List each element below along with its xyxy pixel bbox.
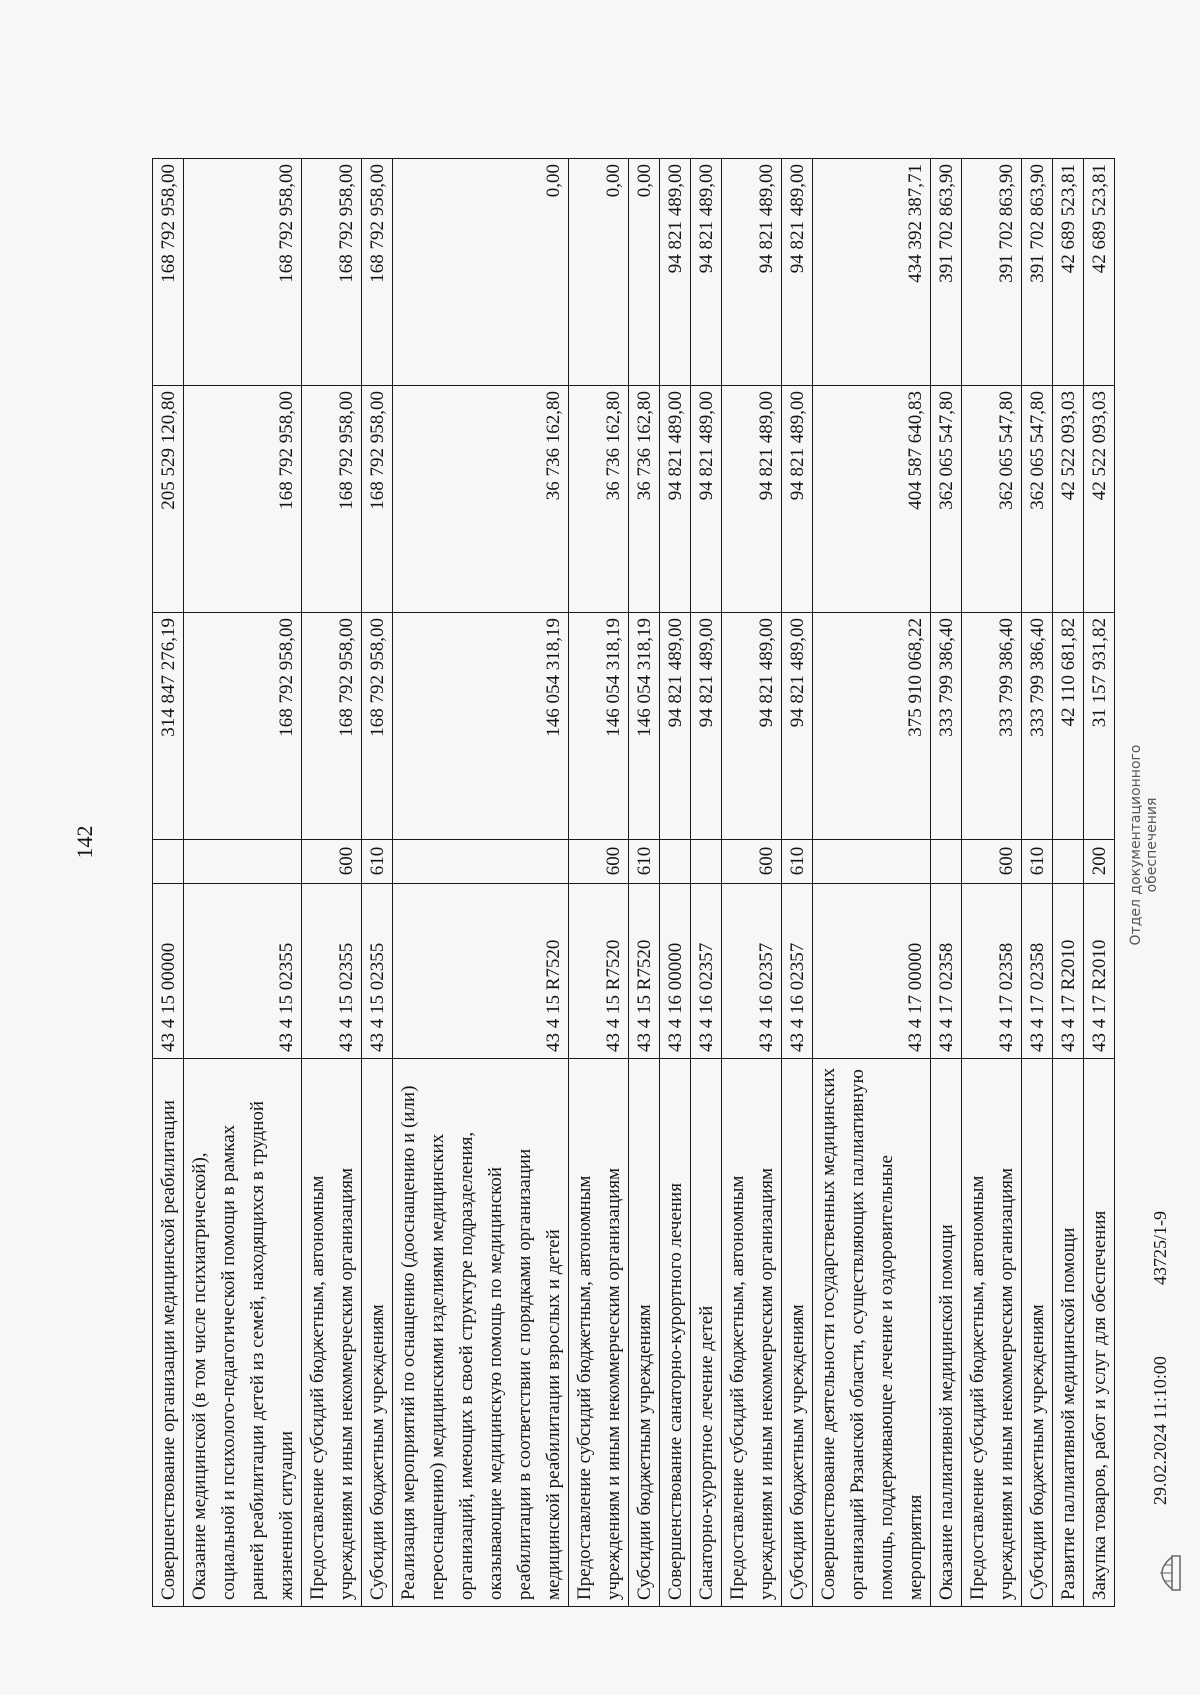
row-expense-type-cell: 200 [1084, 840, 1115, 884]
row-value-2024-cell: 31 157 931,82 [1084, 613, 1115, 840]
table-row [1084, 159, 1115, 1607]
row-value-2025-cell: 205 529 120,80 [153, 386, 184, 613]
table-row [782, 159, 813, 1607]
row-expense-type-cell [660, 840, 691, 884]
row-value-2024-cell: 168 792 958,00 [302, 613, 362, 840]
row-value-2025-cell: 94 821 489,00 [691, 386, 722, 613]
row-expense-type-cell [184, 840, 302, 884]
row-value-2026-cell: 42 689 523,81 [1053, 159, 1084, 386]
department-stamp [1128, 735, 1160, 955]
row-value-2024-cell: 146 054 318,19 [629, 613, 660, 840]
row-code-cell: 43 4 17 02358 [931, 884, 962, 1059]
row-name-cell: Закупка товаров, работ и услуг для обеспечения [1084, 1059, 1115, 1607]
table-row [813, 159, 931, 1607]
budget-table [152, 158, 1115, 1607]
row-name-cell: Совершенствование санаторно-курортного лечения [660, 1059, 691, 1607]
table-row [722, 159, 782, 1607]
row-value-2025-cell: 36 736 162,80 [569, 386, 629, 613]
row-value-2025-cell: 42 522 093,03 [1084, 386, 1115, 613]
row-expense-type-cell [393, 840, 569, 884]
row-code-cell: 43 4 17 00000 [813, 884, 931, 1059]
row-code-cell: 43 4 16 00000 [660, 884, 691, 1059]
page-number: 142 [72, 825, 97, 859]
row-value-2025-cell: 36 736 162,80 [393, 386, 569, 613]
row-value-2024-cell: 42 110 681,82 [1053, 613, 1084, 840]
row-value-2025-cell: 94 821 489,00 [660, 386, 691, 613]
row-expense-type-cell [153, 840, 184, 884]
row-expense-type-cell: 600 [962, 840, 1022, 884]
stamp-line-2: обеспечения [1144, 797, 1160, 893]
row-name-cell: Совершенствование деятельности государственных медицинских организаций Рязанской области, осуществляющих паллиативную помощь, поддерживающее лечение и оздоровительные мероприятия [813, 1059, 931, 1607]
row-value-2026-cell: 391 702 863,90 [1022, 159, 1053, 386]
table-row [691, 159, 722, 1607]
table-row [962, 159, 1022, 1607]
row-code-cell: 43 4 16 02357 [782, 884, 813, 1059]
row-value-2025-cell: 404 587 640,83 [813, 386, 931, 613]
row-name-cell: Санаторно-курортное лечение детей [691, 1059, 722, 1607]
row-value-2026-cell: 168 792 958,00 [184, 159, 302, 386]
row-name-cell: Предоставление субсидий бюджетным, автономным учреждениям и иным некоммерческим организациям [569, 1059, 629, 1607]
row-expense-type-cell [1053, 840, 1084, 884]
row-value-2026-cell: 0,00 [393, 159, 569, 386]
row-expense-type-cell [691, 840, 722, 884]
row-name-cell: Предоставление субсидий бюджетным, автономным учреждениям и иным некоммерческим организациям [722, 1059, 782, 1607]
row-code-cell: 43 4 15 02355 [184, 884, 302, 1059]
row-value-2024-cell: 333 799 386,40 [962, 613, 1022, 840]
row-name-cell: Субсидии бюджетным учреждениям [782, 1059, 813, 1607]
row-code-cell: 43 4 15 R7520 [569, 884, 629, 1059]
row-code-cell: 43 4 15 00000 [153, 884, 184, 1059]
row-value-2026-cell: 168 792 958,00 [362, 159, 393, 386]
row-name-cell: Реализация мероприятий по оснащению (дооснащению и (или) переоснащению) медицинскими изделиями медицинских организаций, имеющих в своей структуре подразделения, оказывающие медицинскую помощь по медицинской реабилитации в соответствии с порядками организации медицинской реабилитации взрослых и детей [393, 1059, 569, 1607]
row-value-2024-cell: 94 821 489,00 [660, 613, 691, 840]
row-expense-type-cell: 600 [302, 840, 362, 884]
row-name-cell: Предоставление субсидий бюджетным, автономным учреждениям и иным некоммерческим организациям [962, 1059, 1022, 1607]
row-value-2025-cell: 362 065 547,80 [1022, 386, 1053, 613]
row-value-2026-cell: 0,00 [629, 159, 660, 386]
row-name-cell: Совершенствование организации медицинской реабилитации [153, 1059, 184, 1607]
row-value-2024-cell: 333 799 386,40 [1022, 613, 1053, 840]
table-row [153, 159, 184, 1607]
row-expense-type-cell: 600 [722, 840, 782, 884]
table-row [931, 159, 962, 1607]
row-value-2024-cell: 94 821 489,00 [691, 613, 722, 840]
row-value-2026-cell: 94 821 489,00 [722, 159, 782, 386]
row-value-2024-cell: 333 799 386,40 [931, 613, 962, 840]
row-expense-type-cell: 610 [1022, 840, 1053, 884]
row-value-2024-cell: 168 792 958,00 [362, 613, 393, 840]
row-name-cell: Субсидии бюджетным учреждениям [362, 1059, 393, 1607]
row-name-cell: Предоставление субсидий бюджетным, автономным учреждениям и иным некоммерческим организациям [302, 1059, 362, 1607]
footer-date: 29.02.2024 11:10:00 [1150, 1356, 1170, 1505]
row-expense-type-cell: 610 [629, 840, 660, 884]
row-value-2025-cell: 36 736 162,80 [629, 386, 660, 613]
table-row [1053, 159, 1084, 1607]
row-value-2026-cell: 42 689 523,81 [1084, 159, 1115, 386]
row-expense-type-cell [813, 840, 931, 884]
row-value-2025-cell: 362 065 547,80 [931, 386, 962, 613]
row-value-2026-cell: 391 702 863,90 [962, 159, 1022, 386]
row-code-cell: 43 4 17 R2010 [1053, 884, 1084, 1059]
row-name-cell: Субсидии бюджетным учреждениям [1022, 1059, 1053, 1607]
row-value-2026-cell: 94 821 489,00 [691, 159, 722, 386]
row-value-2024-cell: 146 054 318,19 [393, 613, 569, 840]
table-row [362, 159, 393, 1607]
row-expense-type-cell: 600 [569, 840, 629, 884]
row-code-cell: 43 4 16 02357 [722, 884, 782, 1059]
table-row [1022, 159, 1053, 1607]
row-code-cell: 43 4 15 02355 [362, 884, 393, 1059]
row-value-2025-cell: 362 065 547,80 [962, 386, 1022, 613]
row-code-cell: 43 4 15 R7520 [629, 884, 660, 1059]
table-row [184, 159, 302, 1607]
row-code-cell: 43 4 16 02357 [691, 884, 722, 1059]
table-row [302, 159, 362, 1607]
row-value-2026-cell: 94 821 489,00 [660, 159, 691, 386]
row-code-cell: 43 4 17 R2010 [1084, 884, 1115, 1059]
table-row [393, 159, 569, 1607]
table-row [629, 159, 660, 1607]
table-body [153, 159, 1115, 1607]
row-value-2025-cell: 168 792 958,00 [302, 386, 362, 613]
row-value-2026-cell: 168 792 958,00 [302, 159, 362, 386]
row-value-2024-cell: 375 910 068,22 [813, 613, 931, 840]
row-value-2026-cell: 0,00 [569, 159, 629, 386]
footer-doc-number: 43725/1-9 [1150, 1211, 1170, 1285]
row-value-2024-cell: 314 847 276,19 [153, 613, 184, 840]
row-name-cell: Развитие паллиативной медицинской помощи [1053, 1059, 1084, 1607]
row-name-cell: Оказание паллиативной медицинской помощи [931, 1059, 962, 1607]
table-row [660, 159, 691, 1607]
row-value-2025-cell: 42 522 093,03 [1053, 386, 1084, 613]
row-value-2026-cell: 168 792 958,00 [153, 159, 184, 386]
stamp-line-1: Отдел документационного [1128, 744, 1144, 946]
row-value-2026-cell: 391 702 863,90 [931, 159, 962, 386]
row-value-2025-cell: 94 821 489,00 [722, 386, 782, 613]
row-name-cell: Субсидии бюджетным учреждениям [629, 1059, 660, 1607]
row-expense-type-cell: 610 [782, 840, 813, 884]
row-value-2025-cell: 168 792 958,00 [184, 386, 302, 613]
row-expense-type-cell [931, 840, 962, 884]
row-code-cell: 43 4 17 02358 [962, 884, 1022, 1059]
row-code-cell: 43 4 15 R7520 [393, 884, 569, 1059]
logo-icon [1150, 1553, 1182, 1593]
row-name-cell: Оказание медицинской (в том числе психиатрической), социальной и психолого-педагогической помощи в рамках ранней реабилитации детей из семей, находящихся в трудной жизненной ситуации [184, 1059, 302, 1607]
row-value-2024-cell: 94 821 489,00 [782, 613, 813, 840]
row-value-2026-cell: 434 392 387,71 [813, 159, 931, 386]
row-value-2025-cell: 168 792 958,00 [362, 386, 393, 613]
row-code-cell: 43 4 17 02358 [1022, 884, 1053, 1059]
row-value-2024-cell: 94 821 489,00 [722, 613, 782, 840]
table-row [569, 159, 629, 1607]
row-value-2026-cell: 94 821 489,00 [782, 159, 813, 386]
row-value-2024-cell: 168 792 958,00 [184, 613, 302, 840]
row-code-cell: 43 4 15 02355 [302, 884, 362, 1059]
row-value-2025-cell: 94 821 489,00 [782, 386, 813, 613]
row-expense-type-cell: 610 [362, 840, 393, 884]
row-value-2024-cell: 146 054 318,19 [569, 613, 629, 840]
